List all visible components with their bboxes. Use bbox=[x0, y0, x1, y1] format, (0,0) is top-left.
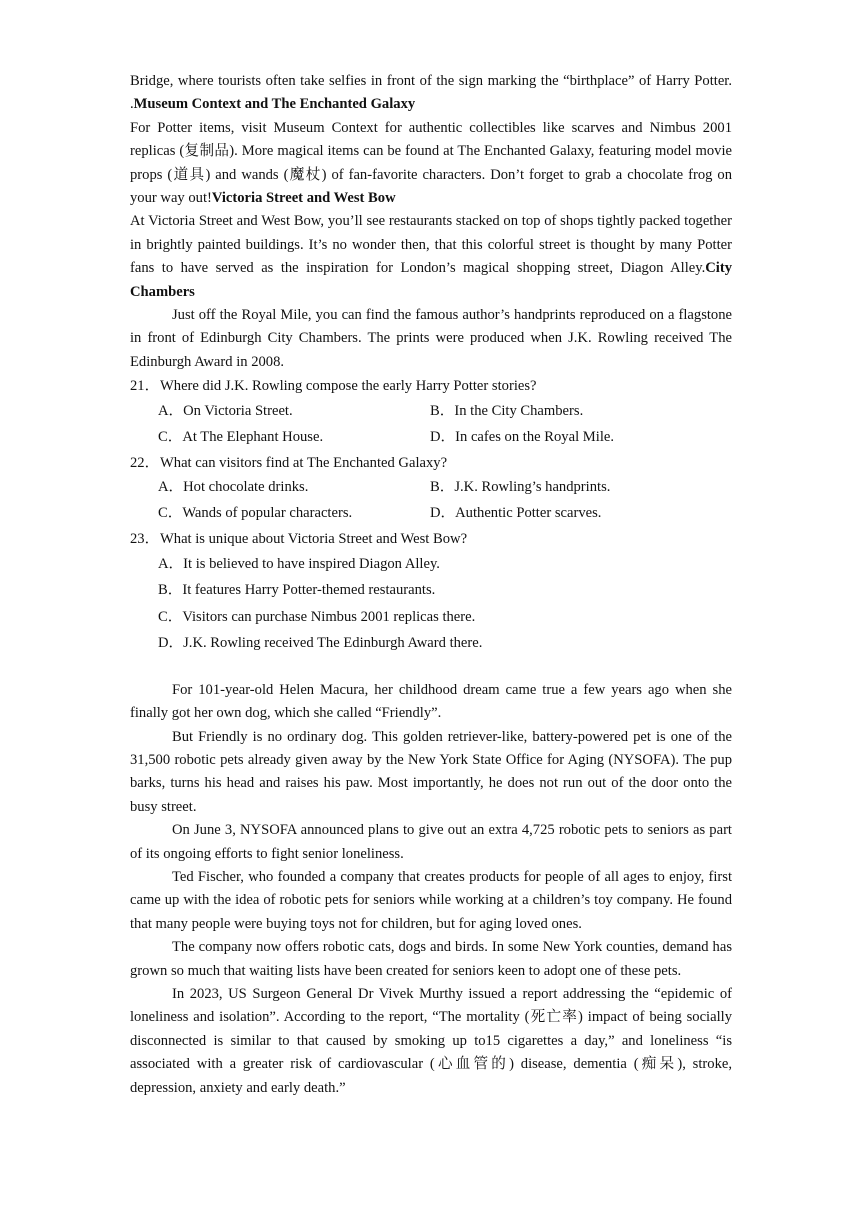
paragraph-victoria-street: At Victoria Street and West Bow, you’ll see restaurants stacked on top of shops tightly packed together in brightly painted buildings. It’s no wonder then, that this colorful street is thought by many Potter fans to have served as the inspiration for London’s magical shopping street, Diagon Alley.City Chambers bbox=[130, 213, 732, 300]
option-a[interactable]: A．Hot chocolate drinks. bbox=[158, 479, 309, 496]
paragraph-surgeon-general: In 2023, US Surgeon General Dr Vivek Murthy issued a report addressing the “epidemic of loneliness and isolation”. According to the report, “The mortality (死亡率) impact of being socially disconnected is similar to that caused by smoking up to15 cigarettes a day,” and loneliness “is associated with a greater risk of cardiovascular (心血管的) disease, dementia (痴呆), stroke, depression, anxiety and early death.” bbox=[130, 985, 732, 1096]
paragraph-nysofa-plans: On June 3, NYSOFA announced plans to give out an extra 4,725 robotic pets to seniors as part of its ongoing efforts to fight senior loneliness. bbox=[130, 822, 732, 862]
paragraph-bridge: Bridge, where tourists often take selfies in front of the sign marking the “birthplace” of Harry Potter. .Museum Context and The Enchanted Galaxy bbox=[130, 73, 732, 113]
question-23: 23．What is unique about Victoria Street and West Bow? A．It is believed to have inspired Diagon Alley. B．It features Harry Potter-themed restaurants. C．Visitors can purchase Nimbus 2001 replicas there. D．J.K. Rowling received The Edinburgh Award there. bbox=[130, 528, 732, 657]
paragraph-city-chambers: Just off the Royal Mile, you can find the famous author’s handprints reproduced on a flagstone in front of Edinburgh City Chambers. The prints were produced when J.K. Rowling received The Edinburgh Award in 2008. bbox=[130, 307, 732, 370]
paragraph-robotic-pets: The company now offers robotic cats, dogs and birds. In some New York counties, demand has grown so much that waiting lists have been created for seniors keen to adopt one of these pets. bbox=[130, 939, 732, 979]
option-b[interactable]: B．It features Harry Potter-themed restaurants. bbox=[158, 582, 436, 599]
question-22: 22．What can visitors find at The Enchanted Galaxy? A．Hot chocolate drinks. B．J.K. Rowling’s handprints. C．Wands of popular characters. D．Authentic Potter scarves. bbox=[130, 452, 732, 527]
option-d[interactable]: D．In cafes on the Royal Mile. bbox=[430, 428, 614, 445]
option-c[interactable]: C．Wands of popular characters. bbox=[158, 505, 353, 522]
question-text: What is unique about Victoria Street and West Bow? bbox=[160, 531, 468, 548]
paragraph-friendly-dog: But Friendly is no ordinary dog. This golden retriever-like, battery-powered pet is one of the 31,500 robotic pets already given away by the New York State Office for Aging (NYSOFA). The pup barks, turns his head and raises his paw. Most importantly, he does not run out of the door onto the busy street. bbox=[130, 728, 732, 815]
document-page bbox=[130, 70, 732, 1100]
option-a[interactable]: A．It is believed to have inspired Diagon Alley. bbox=[158, 555, 440, 572]
question-21: 21．Where did J.K. Rowling compose the early Harry Potter stories? A．On Victoria Street. B．In the City Chambers. C．At The Elephant House. D．In cafes on the Royal Mile. bbox=[130, 375, 732, 450]
heading-city-chambers: City Chambers bbox=[130, 260, 732, 300]
paragraph-helen-macura: For 101-year-old Helen Macura, her childhood dream came true a few years ago when she finally got her own dog, which she called “Friendly”. bbox=[130, 681, 732, 722]
heading-victoria-street: Victoria Street and West Bow bbox=[211, 190, 396, 207]
paragraph-potter-items: For Potter items, visit Museum Context for authentic collectibles like scarves and Nimbus 2001 replicas (复制品). More magical items can be found at The Enchanted Galaxy, featuring model movie props (道具) and wands (魔杖) of fan-favorite characters. Don’t forget to grab a chocolate frog on your way out!Victoria Street and West Bow bbox=[130, 119, 732, 207]
option-c[interactable]: C．Visitors can purchase Nimbus 2001 replicas there. bbox=[158, 608, 476, 625]
question-text: What can visitors find at The Enchanted Galaxy? bbox=[160, 454, 448, 471]
option-d[interactable]: D．J.K. Rowling received The Edinburgh Award there. bbox=[158, 634, 483, 651]
option-c[interactable]: C．At The Elephant House. bbox=[158, 428, 324, 445]
paragraph-ted-fischer: Ted Fischer, who founded a company that creates products for people of all ages to enjoy, first came up with the idea of robotic pets for seniors while working at a children’s toy company. He found that many people were buying toys not for children, but for aging loved ones. bbox=[130, 868, 732, 932]
option-b[interactable]: B．In the City Chambers. bbox=[430, 402, 584, 419]
option-d[interactable]: D．Authentic Potter scarves. bbox=[430, 505, 602, 522]
heading-museum-context: Museum Context and The Enchanted Galaxy bbox=[133, 96, 416, 113]
question-text: Where did J.K. Rowling compose the early Harry Potter stories? bbox=[160, 378, 537, 395]
option-a[interactable]: A．On Victoria Street. bbox=[158, 402, 293, 419]
option-b[interactable]: B．J.K. Rowling’s handprints. bbox=[430, 479, 611, 496]
